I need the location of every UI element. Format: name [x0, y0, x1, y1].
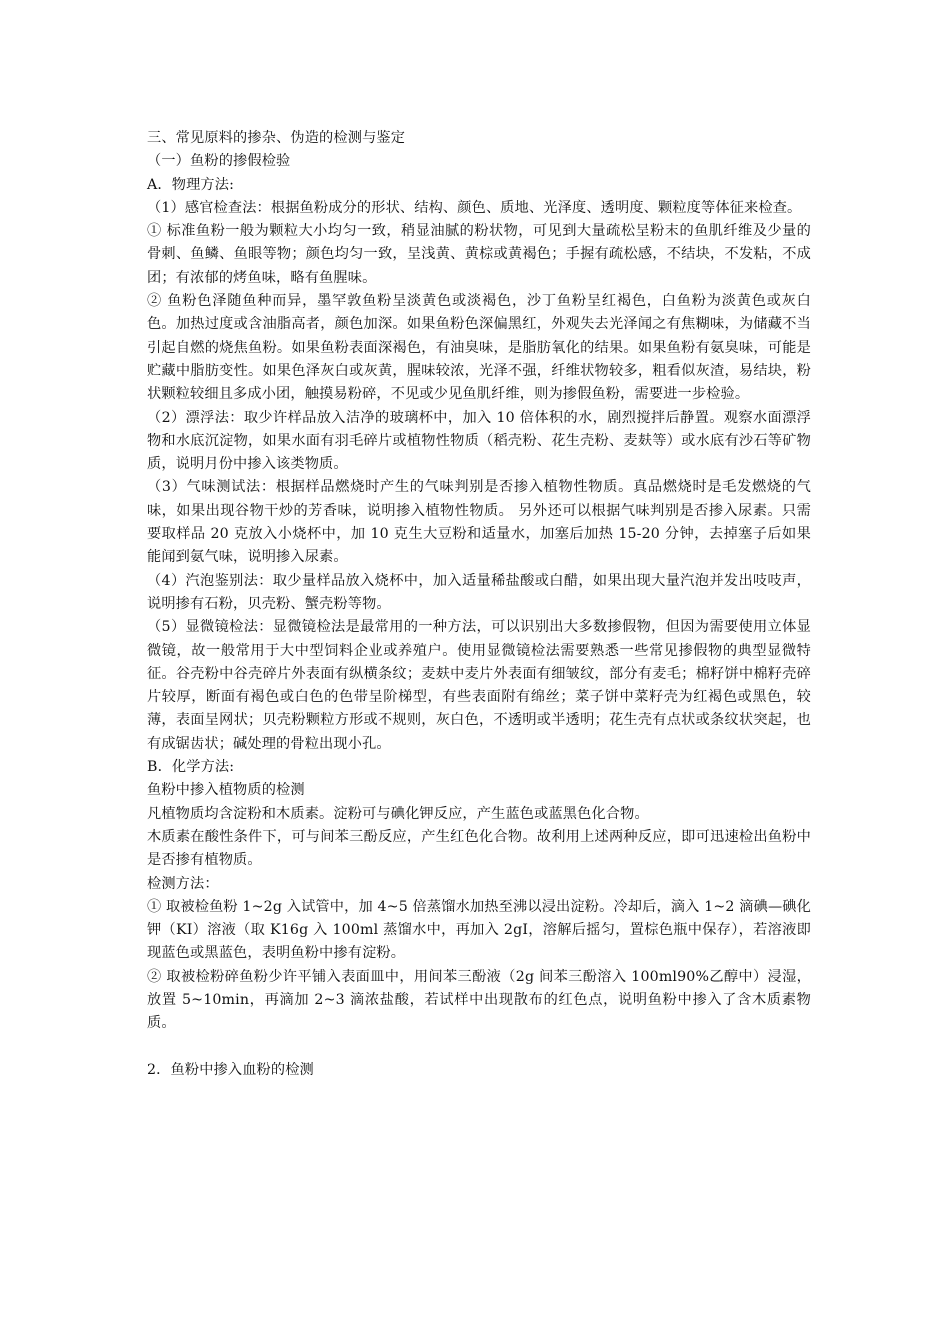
paragraph-bubble-test: （4）汽泡鉴别法：取少量样品放入烧杯中，加入适量稀盐酸或白醋，如果出现大量汽泡并发出吱吱声，说明掺有石粉，贝壳粉、蟹壳粉等物。	[147, 572, 811, 612]
document-page	[147, 127, 811, 1082]
method-heading-chemical: B．化学方法:	[147, 759, 235, 776]
paragraph-step-2: ② 取被检粉碎鱼粉少许平铺入表面皿中，用间苯三酚液（2g 间苯三酚溶入 100ml90%乙醇中）浸湿，放置 5~10min，再滴加 2~3 滴浓盐酸，若试样中出现散布的红色点，说明鱼粉中掺入了含木质素物质。	[147, 968, 811, 1032]
paragraph-detection-method: 检测方法：	[147, 875, 219, 892]
method-heading: A．物理方法:	[147, 176, 235, 193]
paragraph-blood-meal-title: 2．鱼粉中掺入血粉的检测	[147, 1061, 314, 1078]
blank-line	[147, 1036, 811, 1059]
paragraph-standard-fishmeal: ① 标准鱼粉一般为颗粒大小均匀一致，稍显油腻的粉状物，可见到大量疏松呈粉末的鱼肌纤维及少量的骨刺、鱼鳞、鱼眼等物；颜色均匀一致，呈浅黄、黄棕或黄褐色；手握有疏松感，不结块，不发粘，不成团；有浓郁的烤鱼味，略有鱼腥味。	[147, 223, 811, 286]
subsection-heading: （一）鱼粉的掺假检验	[147, 153, 291, 170]
paragraph-lignin: 木质素在酸性条件下，可与间苯三酚反应，产生红色化合物。故利用上述两种反应，即可迅速检出鱼粉中是否掺有植物质。	[147, 828, 811, 869]
paragraph-starch: 凡植物质均含淀粉和木质素。淀粉可与碘化钾反应，产生蓝色或蓝黑色化合物。	[147, 805, 649, 822]
paragraph-flotation: （2）漂浮法：取少许样品放入洁净的玻璃杯中，加入 10 倍体积的水，剧烈搅拌后静置。观察水面漂浮物和水底沉淀物，如果水面有羽毛碎片或植物性物质（稻壳粉、花生壳粉、麦麸等）或水底有沙石等矿物质，说明月份中掺入该类物质。	[147, 409, 811, 473]
paragraph-step-1: ① 取被检鱼粉 1~2g 入试管中，加 4~5 倍蒸馏水加热至沸以浸出淀粉。冷却后，滴入 1~2 滴碘—碘化钾（KI）溶液（取 K16g 入 100ml 蒸馏水中，再加入 2gI，溶解后摇匀，置棕色瓶中保存），若溶液即现蓝色或黑蓝色，表明鱼粉中掺有淀粉。	[147, 898, 811, 962]
paragraph-microscopy: （5）显微镜检法：显微镜检法是最常用的一种方法，可以识别出大多数掺假物，但因为需要使用立体显微镜，故一般常用于大中型饲料企业或养殖户。使用显微镜检法需要熟悉一些常见掺假物的典型显微特征。谷壳粉中谷壳碎片外表面有纵横条纹；麦麸中麦片外表面有细皱纹，部分有麦毛；棉籽饼中棉籽壳碎片较厚，断面有褐色或白色的色带呈阶梯型，有些表面附有绵丝；菜子饼中菜籽壳为红褐色或黑色，较薄，表面呈网状；贝壳粉颗粒方形或不规则，灰白色，不透明或半透明；花生壳有点状或条纹状突起，也有成锯齿状；碱处理的骨粒出现小孔。	[147, 619, 811, 752]
paragraph-sensory-check: （1）感官检查法：根据鱼粉成分的形状、结构、颜色、质地、光泽度、透明度、颗粒度等体征来检查。	[147, 199, 802, 216]
paragraph-fishmeal-color: ② 鱼粉色泽随鱼种而异，墨罕敦鱼粉呈淡黄色或淡褐色，沙丁鱼粉呈红褐色，白鱼粉为淡黄色或灰白色。加热过度或含油脂高者，颜色加深。如果鱼粉色深偏黑红，外观失去光泽闻之有焦糊味，为储藏不当引起自燃的烧焦鱼粉。如果鱼粉表面深褐色，有油臭味，是脂肪氧化的结果。如果鱼粉有氨臭味，可能是贮藏中脂肪变性。如果色泽灰白或灰黄，腥味较浓，光泽不强，纤维状物较多，粗看似灰渣，易结块，粉状颗粒较细且多成小团，触摸易粉碎，不见或少见鱼肌纤维，则为掺假鱼粉，需要进一步检验。	[147, 293, 811, 403]
section-heading: 三、常见原料的掺杂、伪造的检测与鉴定	[147, 130, 406, 146]
paragraph-odor-test: （3）气味测试法：根据样品燃烧时产生的气味判别是否掺入植物性物质。真品燃烧时是毛发燃烧的气味，如果出现谷物干炒的芳香味，说明掺入植物性物质。 另外还可以根据气味判别是否掺入尿素。只需要取样品 20 克放入小烧杯中，加 10 克生大豆粉和适量水，加塞后加热 15-20 分钟，去掉塞子后如果能闻到氨气味，说明掺入尿素。	[147, 479, 811, 566]
paragraph-plant-matter-title: 鱼粉中掺入植物质的检测	[147, 782, 305, 799]
